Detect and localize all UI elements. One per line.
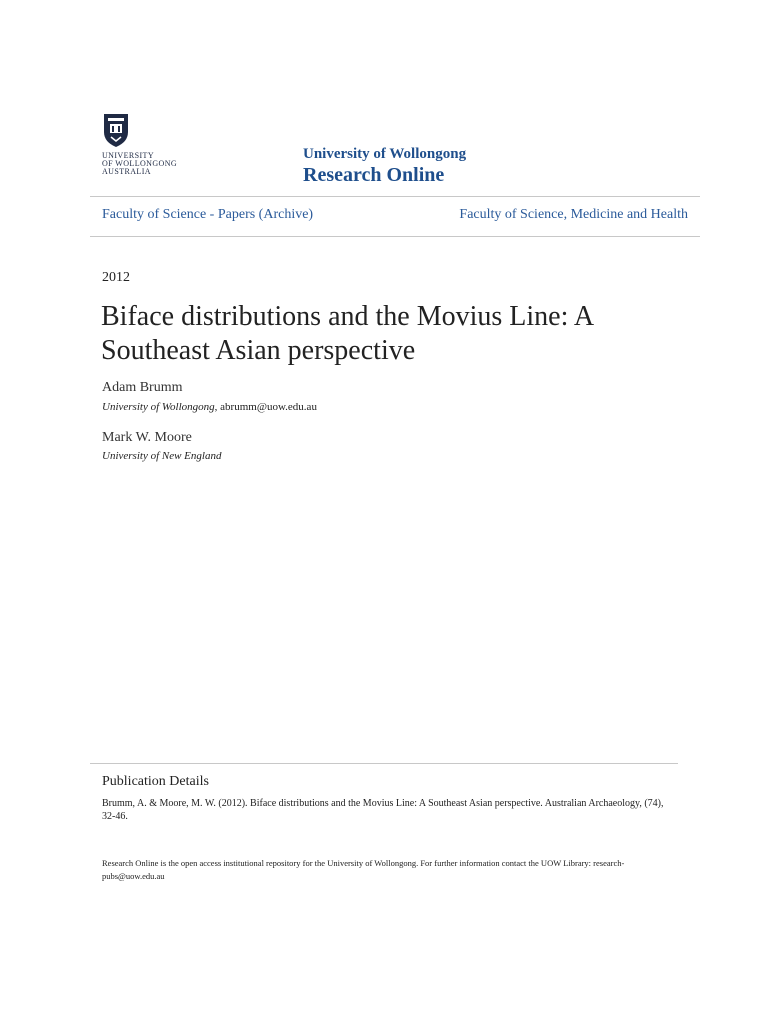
- publication-details-heading: Publication Details: [102, 774, 209, 789]
- author-email: , abrumm@uow.edu.au: [214, 401, 317, 413]
- repository-footer: Research Online is the open access institutional repository for the University of Wollongong. For further information contact the UOW Library: research-pubs@uow.edu.au: [102, 858, 625, 881]
- repository-header: [303, 145, 466, 187]
- faculty-link[interactable]: Faculty of Science, Medicine and Health: [459, 207, 688, 222]
- author-affiliation: University of New England: [102, 450, 222, 462]
- paper-title: Biface distributions and the Movius Line: A Southeast Asian perspective: [101, 301, 593, 366]
- crest-icon: [102, 112, 130, 148]
- author-name: Adam Brumm: [102, 380, 183, 395]
- citation-text: Brumm, A. & Moore, M. W. (2012). Biface distributions and the Movius Line: A Southeast Asian perspective. Australian Archaeology, (74), 32-46.: [102, 798, 664, 822]
- nav-divider: [90, 236, 700, 237]
- university-logo: [102, 112, 192, 176]
- collection-link[interactable]: Faculty of Science - Papers (Archive): [102, 207, 314, 222]
- author-name: Mark W. Moore: [102, 430, 192, 445]
- top-divider: [90, 196, 700, 197]
- author-affiliation: University of Wollongong, abrumm@uow.edu.au: [102, 401, 317, 413]
- repository-name: Research Online: [303, 164, 445, 186]
- publication-year: 2012: [102, 270, 130, 285]
- logo-wordmark: UNIVERSITY OF WOLLONGONG AUSTRALIA: [102, 151, 178, 176]
- university-name: University of Wollongong: [303, 146, 467, 162]
- publication-divider: [90, 763, 678, 764]
